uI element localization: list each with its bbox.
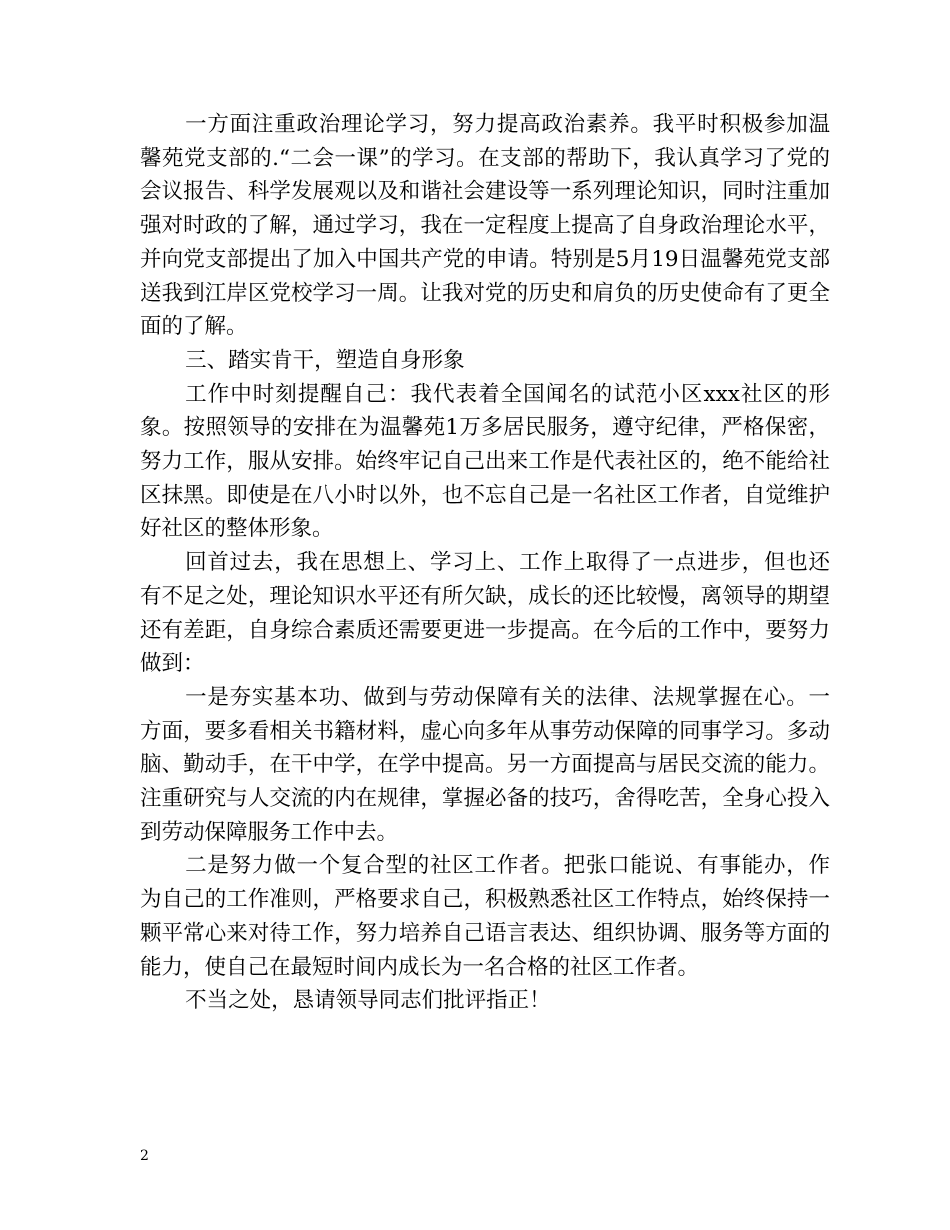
section-heading: 三、踏实肯干，塑造自身形象 [185,347,465,373]
paragraph-goal-two: 二是努力做一个复合型的社区工作者。把张口能说、有事能办，作为自己的工作准则，严格要求自己，积极熟悉社区工作特点，始终保持一颗平常心来对待工作，努力培养自己语言表达、组织协调、服务等方面的能力，使自己在最短时间内成长为一名合格的社区工作者。 [140,853,830,980]
paragraph-closing: 不当之处，恳请领导同志们批评指正！ [185,988,551,1014]
paragraph-political-study: 一方面注重政治理论学习，努力提高政治素养。我平时积极参加温馨苑党支部的.“二会一课”的学习。在支部的帮助下，我认真学习了党的会议报告、科学发展观以及和谐社会建设等一系列理论知识，同时注重加强对时政的了解，通过学习，我在一定程度上提高了自身政治理论水平，并向党支部提出了加入中国共产党的申请。特别是5月19日温馨苑党支部送我到江岸区党校学习一周。让我对党的历史和肩负的历史使命有了更全面的了解。 [140,112,830,340]
document-body [140,108,830,1018]
paragraph-goal-one: 一是夯实基本功、做到与劳动保障有关的法律、法规掌握在心。一方面，要多看相关书籍材料，虚心向多年从事劳动保障的同事学习。多动脑、勤动手，在干中学，在学中提高。另一方面提高与居民交流的能力。注重研究与人交流的内在规律，掌握必备的技巧，舍得吃苦，全身心投入到劳动保障服务工作中去。 [140,684,830,845]
page-number: 2 [140,1148,149,1164]
paragraph-review: 回首过去，我在思想上、学习上、工作上取得了一点进步，但也还有不足之处，理论知识水平还有所欠缺，成长的还比较慢，离领导的期望还有差距，自身综合素质还需要更进一步提高。在今后的工作中，要努力做到： [140,550,830,677]
paragraph-community-image: 工作中时刻提醒自己：我代表着全国闻名的试范小区xxx社区的形象。按照领导的安排在为温馨苑1万多居民服务，遵守纪律，严格保密，努力工作，服从安排。始终牢记自己出来工作是代表社区的，绝不能给社区抹黑。即使是在八小时以外，也不忘自己是一名社区工作者，自觉维护好社区的整体形象。 [140,381,830,542]
